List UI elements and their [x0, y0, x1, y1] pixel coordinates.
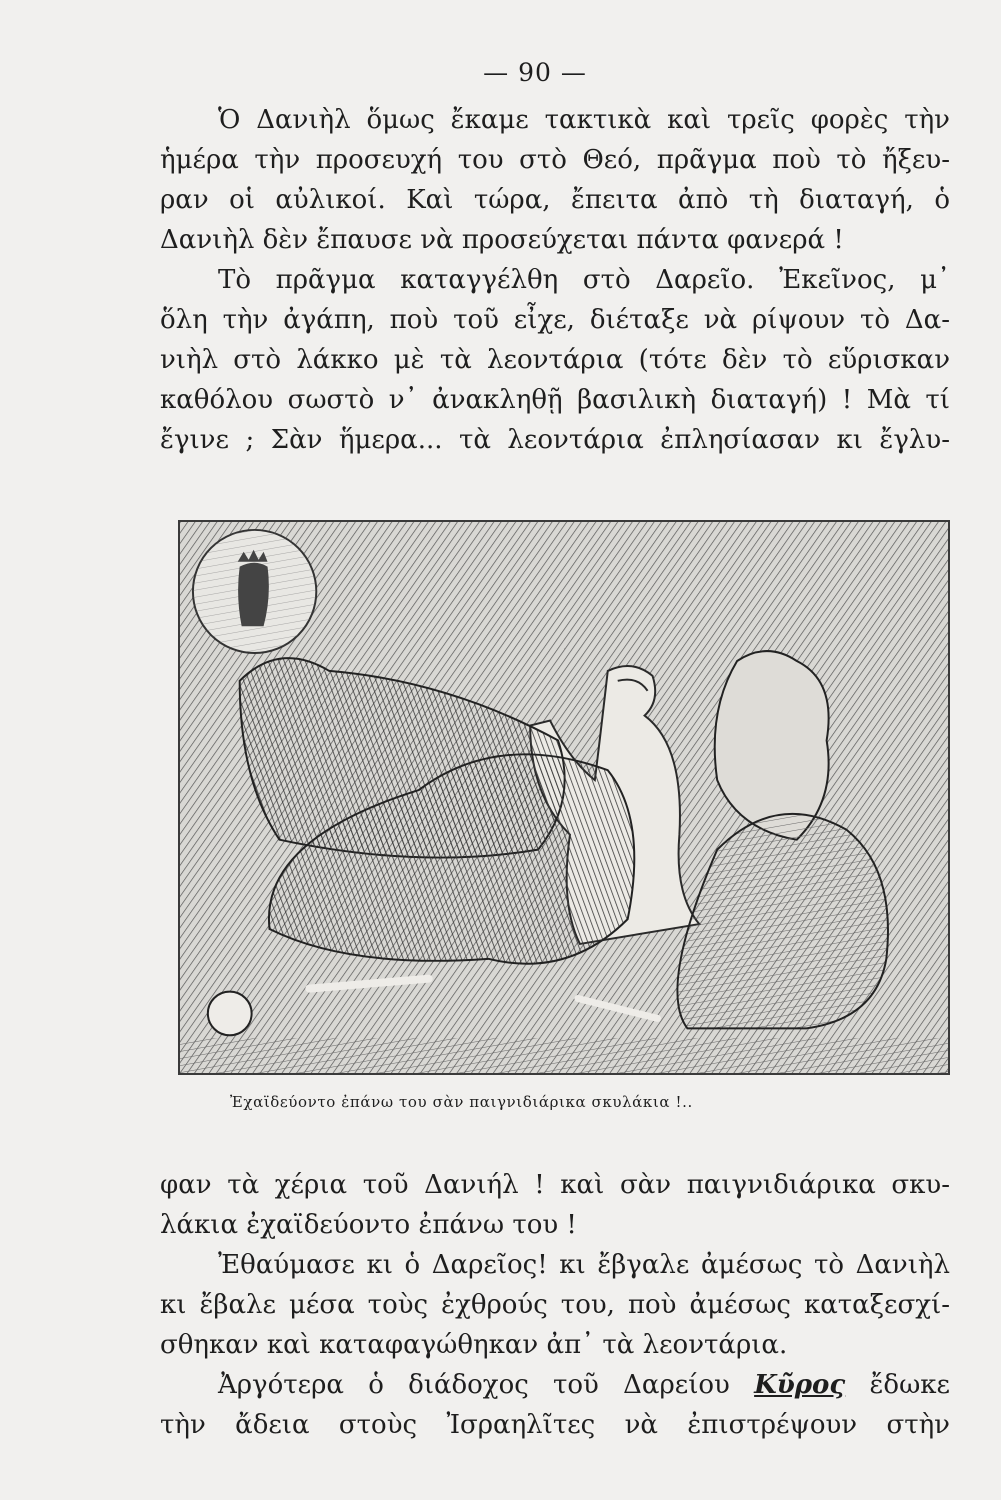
daniel-lions-den-illustration	[178, 520, 950, 1075]
text-line: σθηκαν καὶ καταφαγώθηκαν ἀπ᾽ τὰ λεοντάρια.	[160, 1330, 788, 1360]
emphasized-name: Κῦρος	[754, 1370, 846, 1400]
top-text-block	[160, 100, 950, 460]
text-segment: ἔδωκε	[845, 1370, 950, 1400]
text-line: ὅλη τὴν ἀγάπη, ποὺ τοῦ εἶχε, διέταξε νὰ ρίψουν τὸ Δα-	[160, 305, 950, 335]
illustration-caption: Ἐχαϊδεύοντο ἐπάνω του σὰν παιγνιδιάρικα σκυλάκια !..	[230, 1093, 693, 1111]
engraving-drawing	[180, 522, 948, 1073]
king-figure	[238, 550, 269, 626]
skull	[208, 992, 252, 1036]
text-line: ραν οἱ αὐλικοί. Καὶ τώρα, ἔπειτα ἀπὸ τὴ διαταγή, ὁ	[160, 185, 950, 215]
bottom-text-block	[160, 1165, 950, 1445]
text-line: Τὸ πρᾶγμα καταγγέλθη στὸ Δαρεῖο. Ἐκεῖνος, μ᾽	[218, 265, 950, 295]
text-line: λάκια ἐχαϊδεύοντο ἐπάνω του !	[160, 1210, 577, 1240]
text-line: ἔγινε ; Σὰν ἥμερα... τὰ λεοντάρια ἐπλησίασαν κι ἔγλυ-	[160, 425, 950, 455]
text-line-kyros	[160, 1365, 950, 1405]
text-line: Ἐθαύμασε κι ὁ Δαρεῖος! κι ἔβγαλε ἀμέσως τὸ Δανιὴλ	[218, 1250, 950, 1280]
text-line: καθόλου σωστὸ ν᾽ ἀνακληθῇ βασιλικὴ διαταγή) ! Μὰ τί	[160, 385, 950, 415]
text-line: νιὴλ στὸ λάκκο μὲ τὰ λεοντάρια (τότε δὲν τὸ εὕρισκαν	[160, 345, 950, 375]
text-line: τὴν ἄδεια στοὺς Ἰσραηλῖτες νὰ ἐπιστρέψουν στὴν	[160, 1410, 950, 1440]
text-line: Δανιὴλ δὲν ἔπαυσε νὰ προσεύχεται πάντα φανερά !	[160, 225, 844, 255]
text-line: Ὁ Δανιὴλ ὅμως ἔκαμε τακτικὰ καὶ τρεῖς φορὲς τὴν	[218, 105, 950, 135]
page-number: — 90 —	[483, 58, 587, 87]
text-line: φαν τὰ χέρια τοῦ Δανιήλ ! καὶ σὰν παιγνιδιάρικα σκυ-	[160, 1170, 950, 1200]
text-segment: Ἀργότερα ὁ διάδοχος τοῦ Δαρείου	[218, 1370, 755, 1400]
text-line: ἡμέρα τὴν προσευχή του στὸ Θεό, πρᾶγμα ποὺ τὸ ἤξευ-	[160, 145, 950, 175]
text-line: κι ἔβαλε μέσα τοὺς ἐχθρούς του, ποὺ ἀμέσως καταξεσχί-	[160, 1290, 950, 1320]
